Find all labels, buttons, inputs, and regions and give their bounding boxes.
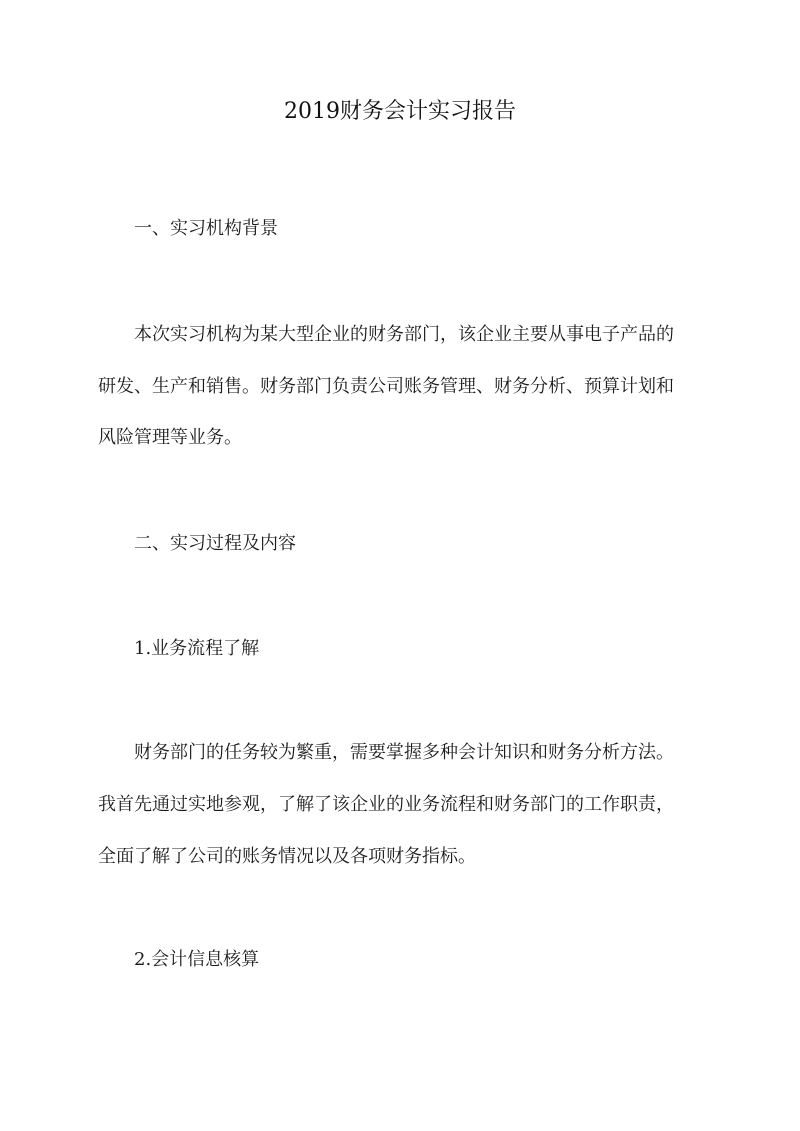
- paragraph-2-line-3: 全面了解了公司的账务情况以及各项财务指标。: [98, 846, 476, 867]
- paragraph-1-line-2: 研发、生产和销售。财务部门负责公司账务管理、财务分析、预算计划和: [98, 376, 674, 397]
- document-title: 2019财务会计实习报告: [284, 99, 516, 124]
- section-heading-1: 一、实习机构背景: [134, 218, 278, 239]
- subsection-heading-2: 2.会计信息核算: [134, 949, 260, 970]
- paragraph-1-line-1: 本次实习机构为某大型企业的财务部门，该企业主要从事电子产品的: [134, 324, 674, 345]
- subsection-heading-1: 1.业务流程了解: [134, 638, 260, 659]
- section-heading-2: 二、实习过程及内容: [134, 533, 296, 554]
- paragraph-2-line-2: 我首先通过实地参观，了解了该企业的业务流程和财务部门的工作职责，: [98, 794, 674, 815]
- paragraph-2-line-1: 财务部门的任务较为繁重，需要掌握多种会计知识和财务分析方法。: [134, 742, 674, 763]
- paragraph-1-line-3: 风险管理等业务。: [98, 427, 242, 448]
